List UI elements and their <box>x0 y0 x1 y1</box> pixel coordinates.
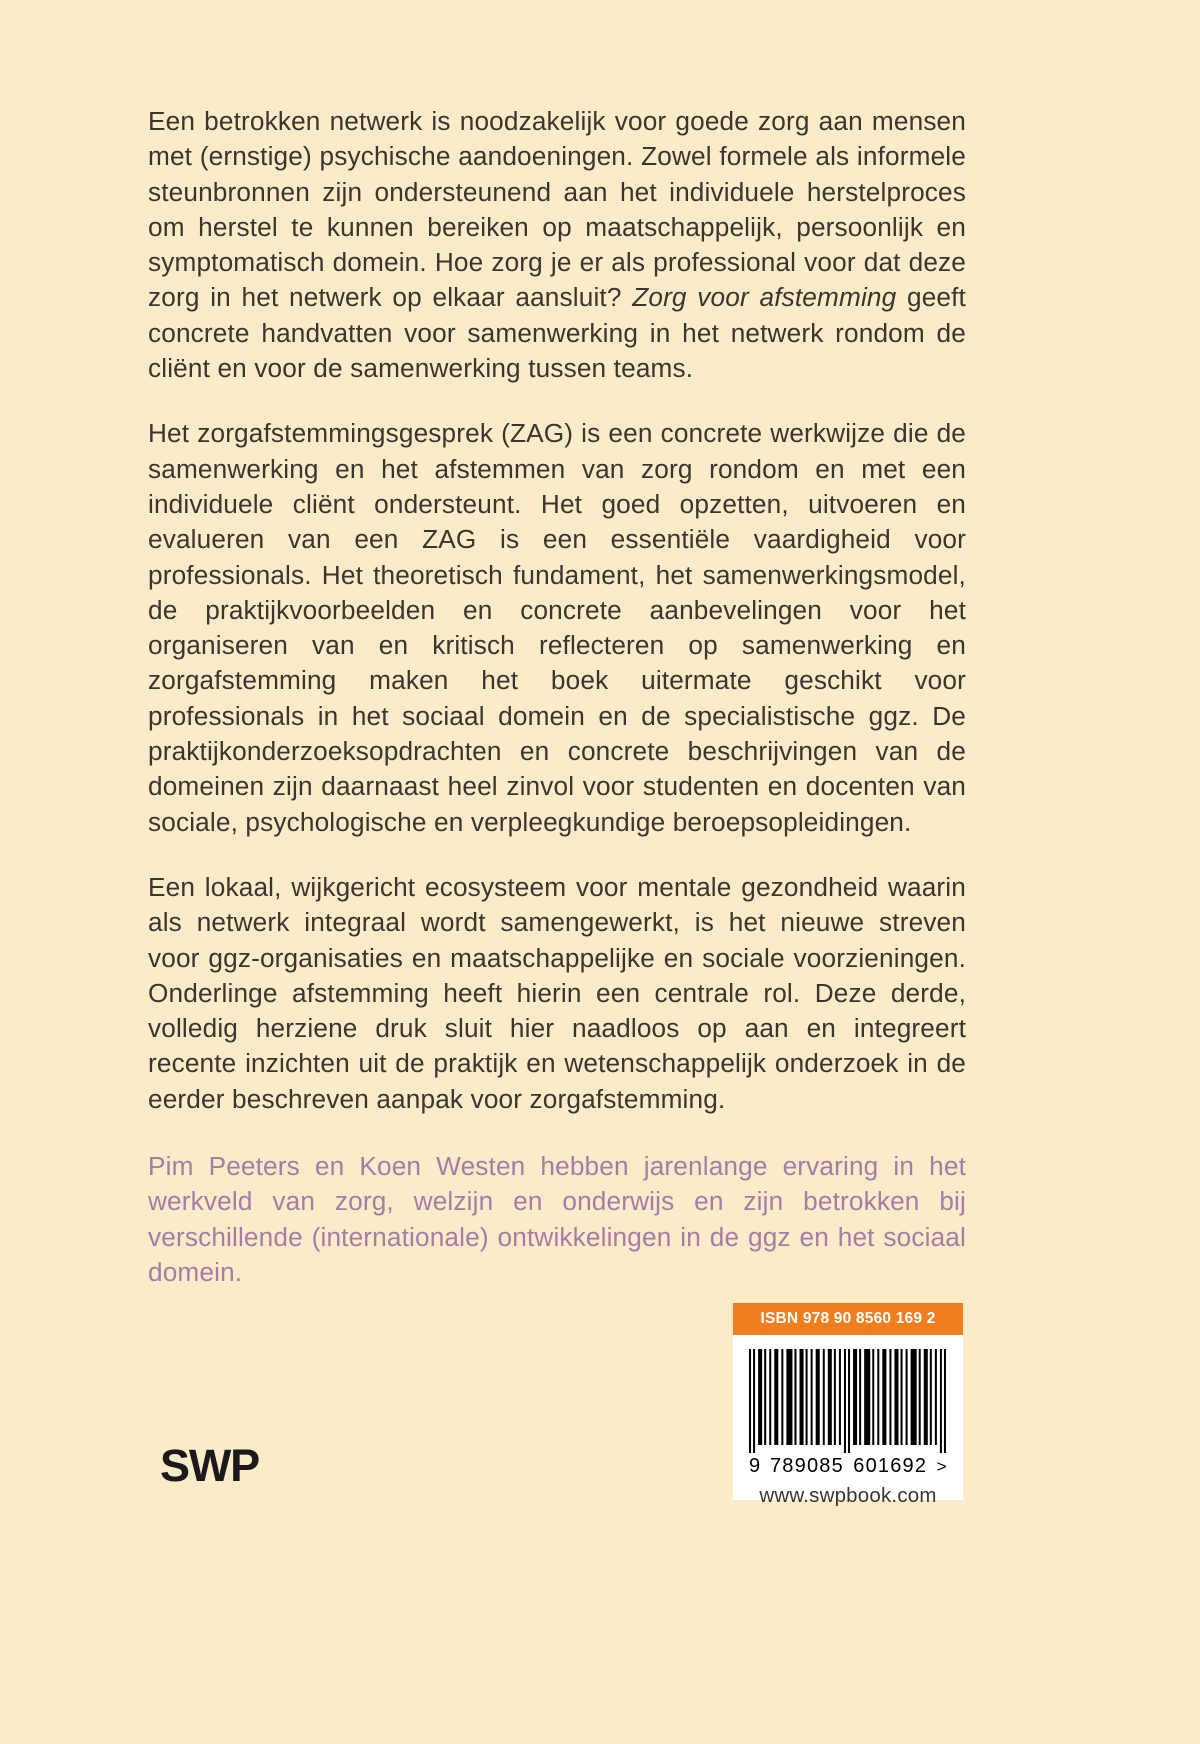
blurb-paragraph-1-part-b: geeft concrete handvatten voor samenwerking in het netwerk rondom de cliënt en voor de samenwerking tussen teams. <box>148 282 966 384</box>
blurb-paragraph-3: Een lokaal, wijkgericht ecosysteem voor mentale gezondheid waarin als netwerk integraal wordt samengewerkt, is het nieuwe streven voor ggz-organisaties en maatschappelijke en sociale voorzieningen. Onderlinge afstemming heeft hierin een centrale rol. Deze derde, volledig herziene druk sluit hier naadloos op aan en integreert recente inzichten uit de praktijk en wetenschappelijk onderzoek in de eerder beschreven aanpak voor zorgafstemming. <box>148 871 966 1114</box>
barcode-box <box>733 1335 963 1500</box>
barcode-digit-left: 9 <box>749 1455 761 1477</box>
barcode-digit-group-1: 789085 <box>769 1455 844 1477</box>
isbn-barcode-block <box>733 1303 963 1500</box>
barcode-human-readable-digits <box>747 1455 949 1478</box>
barcode-digit-group-2: 601692 <box>853 1455 928 1477</box>
barcode-trailing-symbol: > <box>936 1457 947 1476</box>
blurb-paragraph-2: Het zorgafstemmingsgesprek (ZAG) is een concrete werkwijze die de samenwerking en het afstemmen van zorg rondom en met een individuele cliënt ondersteunt. Het goed opzetten, uitvoeren en evalueren van een ZAG is een essentiële vaardigheid voor professionals. Het theoretisch fundament, het samenwerkingsmodel, de praktijkvoorbeelden en concrete aanbevelingen voor het organiseren van en kritisch reflecteren op samenwerking en zorgafstemming maken het boek uitermate geschikt voor professionals in het sociaal domein en de specialistische ggz. De praktijkonderzoeksopdrachten en concrete beschrijvingen van de domeinen zijn daarnaast heel zinvol voor studenten en docenten van sociale, psychologische en verpleegkundige beroepsopleidingen. <box>148 418 966 837</box>
blurb-text-block <box>148 104 966 1290</box>
blurb-paragraph-1 <box>148 104 966 386</box>
isbn-banner-label: ISBN 978 90 8560 169 2 <box>733 1303 963 1335</box>
blurb-paragraph-1-part-a: Een betrokken netwerk is noodzakelijk voor goede zorg aan mensen met (ernstige) psychische aandoeningen. Zowel formele als informele steunbronnen zijn ondersteunend aan het individuele herstelproces om herstel te kunnen bereiken op maatschappelijk, persoonlijk en symptomatisch domein. Hoe zorg je er als professional voor dat deze zorg in het netwerk op elkaar aansluit? <box>148 106 966 313</box>
ean13-barcode-icon <box>747 1349 949 1453</box>
swp-publisher-logo: SWP <box>160 1440 259 1491</box>
book-title-italic: Zorg voor afstemming <box>632 282 897 313</box>
publisher-website: www.swpbook.com <box>759 1484 937 1507</box>
author-bio-paragraph: Pim Peeters en Koen Westen hebben jarenlange ervaring in het werkveld van zorg, welzijn en onderwijs en zijn betrokken bij verschillende (internationale) ontwikkelingen in de ggz en het sociaal domein. <box>148 1151 966 1287</box>
